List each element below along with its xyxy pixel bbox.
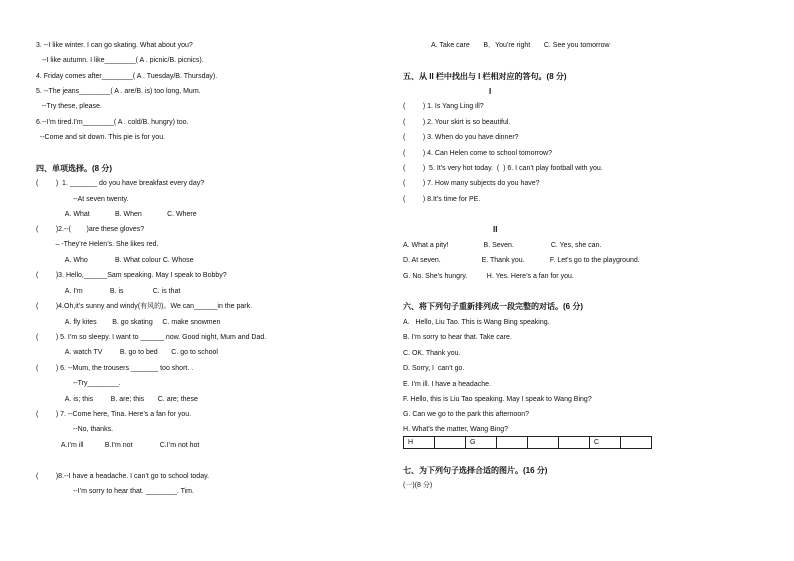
- multiple-choice-line: A. is; this B. are; this C. are; these: [36, 396, 198, 403]
- column-i-question: ( ) 5. It’s very hot today. ( ) 6. I can’t play football with you.: [403, 165, 603, 172]
- fill-blank-line: --Come and sit down. This pie is for you.: [36, 134, 166, 141]
- multiple-choice-line: – -They’re Helen’s. She likes red.: [36, 241, 159, 248]
- dialogue-sentence: H. What’s the matter, Wang Bing?: [403, 426, 509, 433]
- multiple-choice-line: A.I’m ill B.I’m not C.I’m not hot: [36, 442, 200, 449]
- multiple-choice-line: A. Who B. What colour C. Whose: [36, 257, 194, 264]
- multiple-choice-line: ( )3. Hello,______Sam speaking. May I speak to Bobby?: [36, 272, 227, 279]
- column-i-question: ( ) 7. How many subjects do you have?: [403, 180, 540, 187]
- multiple-choice-line: --No, thanks.: [36, 426, 114, 433]
- column-i-question: ( ) 1. Is Yang Ling ill?: [403, 103, 484, 110]
- order-answer-cell[interactable]: [528, 437, 559, 449]
- order-answer-cell[interactable]: [497, 437, 528, 449]
- column-i-question: ( ) 8.It’s time for PE.: [403, 196, 481, 203]
- section-7-title: 七、为下列句子选择合适的图片。(16 分): [403, 466, 548, 475]
- dialogue-sentence: A. Hello, Liu Tao. This is Wang Bing speaking.: [403, 319, 550, 326]
- dialogue-sentence: B. I’m sorry to hear that. Take care.: [403, 334, 512, 341]
- dialogue-sentence: G. Can we go to the park this afternoon?: [403, 411, 530, 418]
- multiple-choice-line: ( ) 1. _______ do you have breakfast every day?: [36, 180, 205, 187]
- order-answer-cell[interactable]: [435, 437, 466, 449]
- column-i-heading: I: [489, 87, 492, 96]
- column-ii-heading: II: [493, 225, 498, 234]
- multiple-choice-line: A. I’m B. is C. is that: [36, 288, 181, 295]
- dialogue-sentence: C. OK. Thank you.: [403, 350, 461, 357]
- column-ii-answers: A. What a pity! B. Seven. C. Yes, she can.: [403, 242, 602, 249]
- multiple-choice-line: A. watch TV B. go to bed C. go to school: [36, 349, 218, 356]
- multiple-choice-line: --I’m sorry to hear that. ________. Tim.: [36, 488, 194, 495]
- order-answer-cell[interactable]: H: [404, 437, 435, 449]
- multiple-choice-line: A. fly kites B. go skating C. make snowmen: [36, 319, 221, 326]
- column-i-question: ( ) 2. Your skirt is so beautiful.: [403, 119, 511, 126]
- section-4-title: 四、单项选择。(8 分): [36, 164, 112, 173]
- column-ii-answers: G. No. She’s hungry. H. Yes. Here’s a fan for you.: [403, 273, 574, 280]
- multiple-choice-line: ( )2.--( )are these gloves?: [36, 226, 145, 233]
- multiple-choice-line: ( ) 6. --Mum, the trousers _______ too short. .: [36, 365, 194, 372]
- multiple-choice-line: ( )4.Oh,it’s sunny and windy(有风的)。We can______in the park.: [36, 303, 253, 310]
- fill-blank-line: 5. --The jeans________( A . are/B. is) too long, Mum.: [36, 88, 201, 95]
- fill-blank-line: --Try these, please.: [36, 103, 102, 110]
- fill-blank-line: --I like autumn. I like________( A . picnic/B. picnics).: [36, 57, 204, 64]
- multiple-choice-line: ( ) 5. I’m so sleepy. I want to ______ now. Good night, Mum and Dad.: [36, 334, 267, 341]
- multiple-choice-line: --At seven twenty.: [36, 196, 129, 203]
- column-i-question: ( ) 4. Can Helen come to school tomorrow?: [403, 150, 553, 157]
- fill-blank-line: 4. Friday comes after________( A . Tuesday/B. Thursday).: [36, 73, 218, 80]
- column-i-question: ( ) 3. When do you have dinner?: [403, 134, 519, 141]
- order-answer-cell[interactable]: [559, 437, 590, 449]
- dialogue-sentence: D. Sorry, I can’t go.: [403, 365, 465, 372]
- column-ii-answers: D. At seven. E. Thank you. F. Let’s go to the playground.: [403, 257, 640, 264]
- dialogue-sentence: F. Hello, this is Liu Tao speaking. May I speak to Wang Bing?: [403, 396, 592, 403]
- question-8-options: A. Take care B．You’re right C. See you tomorrow: [431, 42, 610, 49]
- order-answer-cell[interactable]: C: [590, 437, 621, 449]
- multiple-choice-line: --Try________.: [36, 380, 121, 387]
- multiple-choice-line: ( )8.--I have a headache. I can’t go to school today.: [36, 473, 210, 480]
- order-answer-cell[interactable]: G: [466, 437, 497, 449]
- order-answer-cell[interactable]: [621, 437, 652, 449]
- dialogue-sentence: E. I’m ill. I have a headache.: [403, 381, 491, 388]
- fill-blank-line: 6.--I’m tired.I’m________( A . cold/B. hungry) too.: [36, 119, 189, 126]
- section-5-title: 五、从 II 栏中找出与 I 栏相对应的答句。(8 分): [403, 72, 567, 81]
- multiple-choice-line: A. What B. When C. Where: [36, 211, 197, 218]
- multiple-choice-line: ( ) 7. --Come here, Tina. Here’s a fan for you.: [36, 411, 192, 418]
- section-6-title: 六、将下列句子重新排列成一段完整的对话。(6 分): [403, 302, 583, 311]
- fill-blank-line: 3. --I like winter. I can go skating. What about you?: [36, 42, 193, 49]
- order-answer-table: [403, 436, 652, 449]
- section-7-subtitle: (一)(8 分): [403, 482, 433, 489]
